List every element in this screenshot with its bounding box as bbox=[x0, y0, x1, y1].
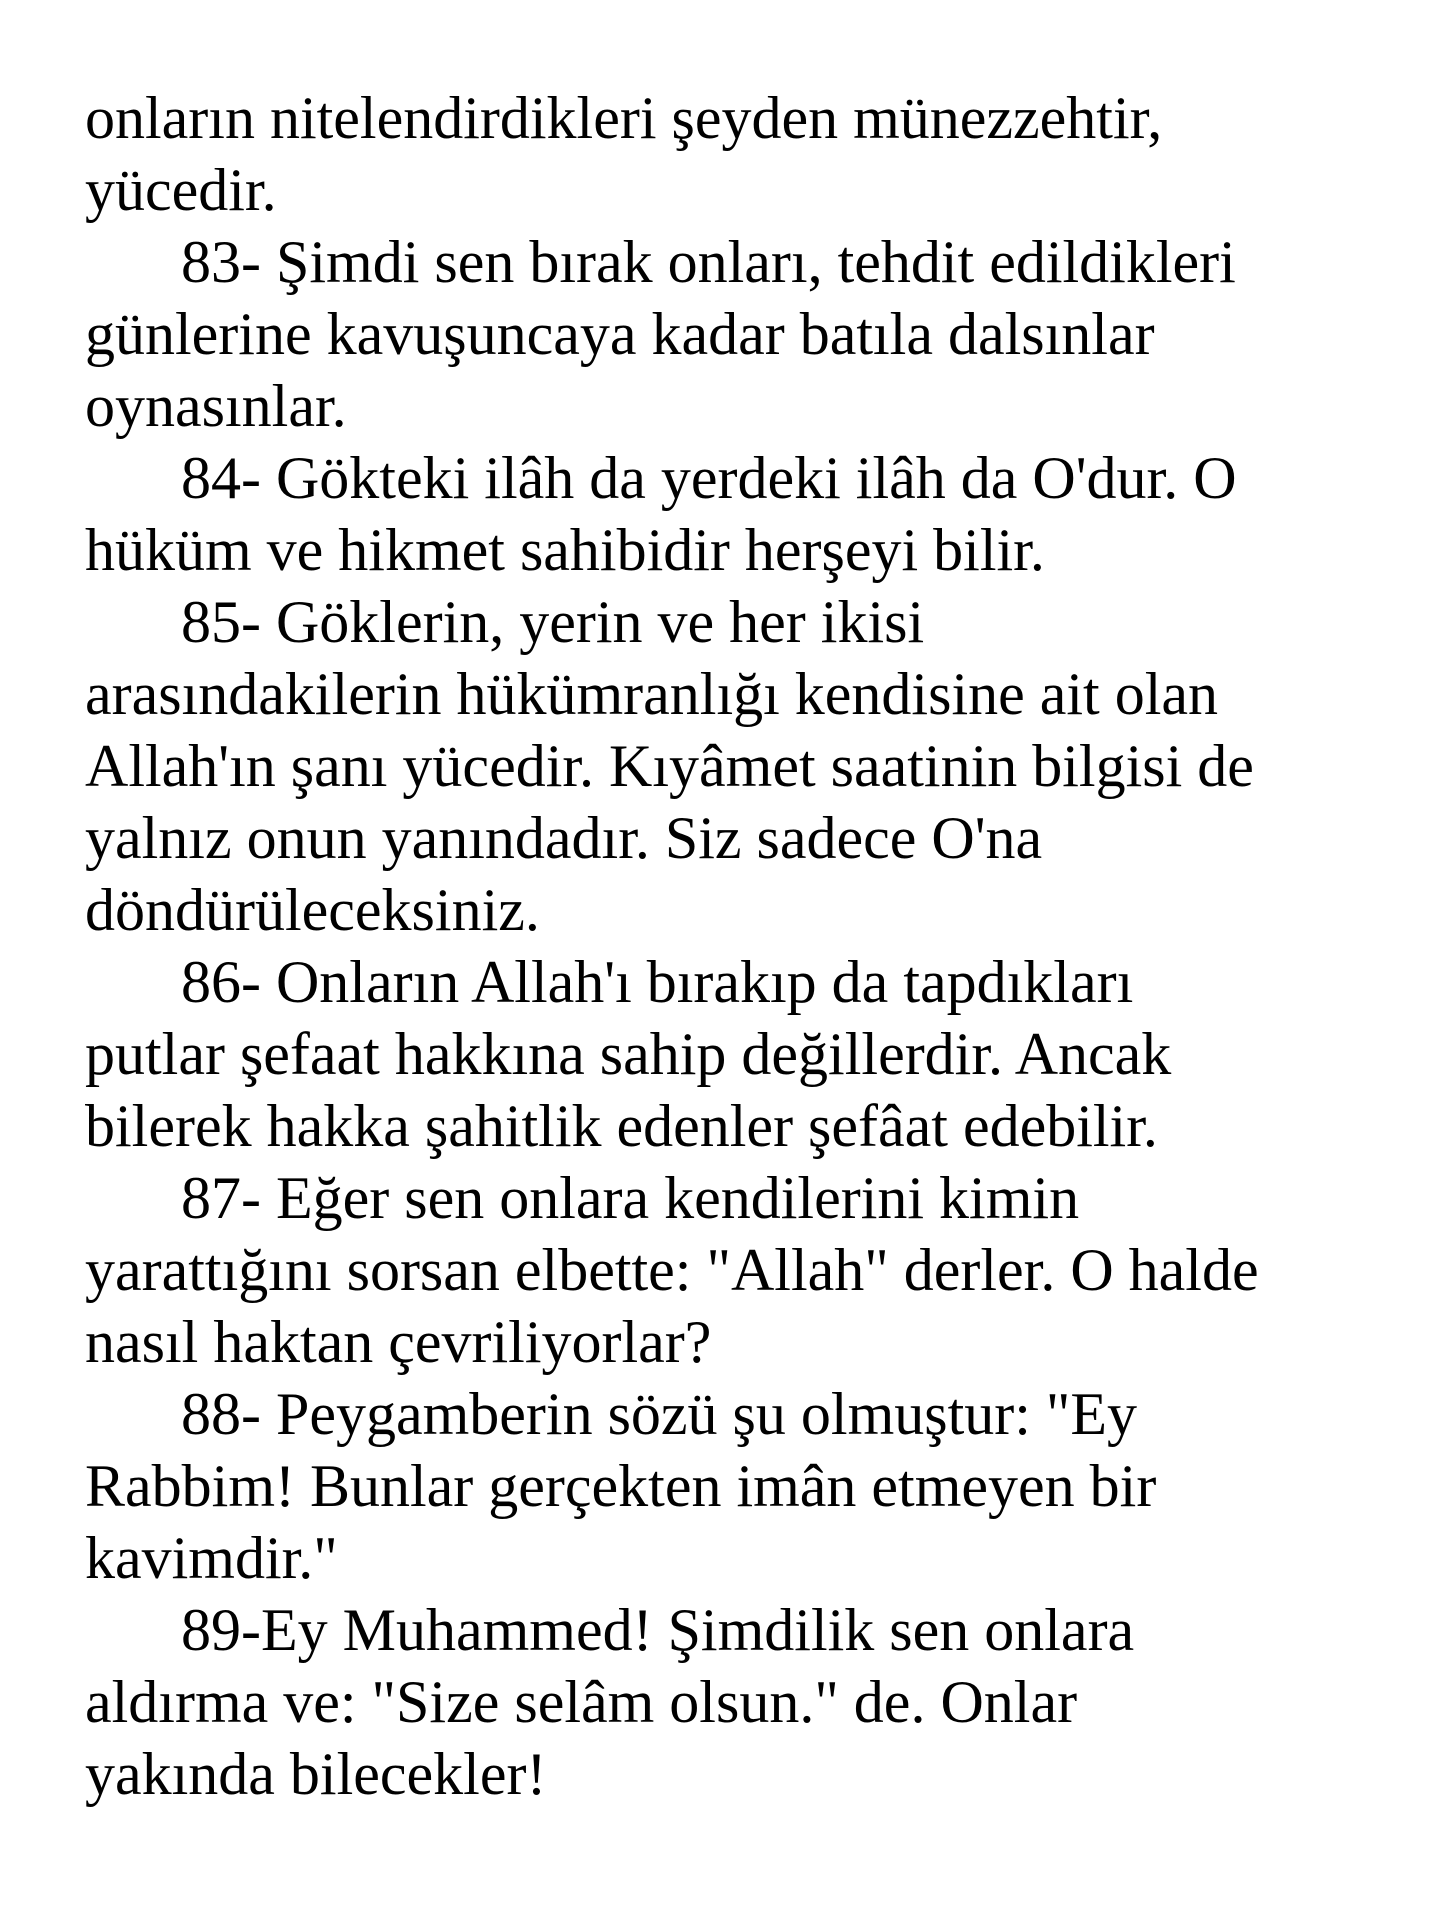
verse-84: 84- Gökteki ilâh da yerdeki ilâh da O'dur. O hüküm ve hikmet sahibidir herşeyi bilir. bbox=[85, 445, 1237, 583]
verse-86: 86- Onların Allah'ı bırakıp da tapdıkları putlar şefaat hakkına sahip değillerdir. Ancak bilerek hakka şahitlik edenler şefâat edebilir. bbox=[85, 949, 1172, 1159]
verse-85: 85- Göklerin, yerin ve her ikisi arasındakilerin hükümranlığı kendisine ait olan Allah'ın şanı yücedir. Kıyâmet saatinin bilgisi de yalnız onun yanındadır. Siz sadece O'na döndürüleceksiniz. bbox=[85, 589, 1254, 943]
paragraph-continuation: onların nitelendirdikleri şeyden münezzehtir, yücedir. bbox=[85, 85, 1163, 223]
verse-88: 88- Peygamberin sözü şu olmuştur: "Ey Rabbim! Bunlar gerçekten imân etmeyen bir kavimdir." bbox=[85, 1381, 1157, 1591]
document-page bbox=[85, 82, 1385, 1810]
verse-87: 87- Eğer sen onlara kendilerini kimin yarattığını sorsan elbette: "Allah" derler. O halde nasıl haktan çevriliyorlar? bbox=[85, 1165, 1259, 1375]
verse-83: 83- Şimdi sen bırak onları, tehdit edildikleri günlerine kavuşuncaya kadar batıla dalsınlar oynasınlar. bbox=[85, 229, 1236, 439]
verse-89: 89-Ey Muhammed! Şimdilik sen onlara aldırma ve: "Size selâm olsun." de. Onlar yakında bilecekler! bbox=[85, 1597, 1135, 1807]
